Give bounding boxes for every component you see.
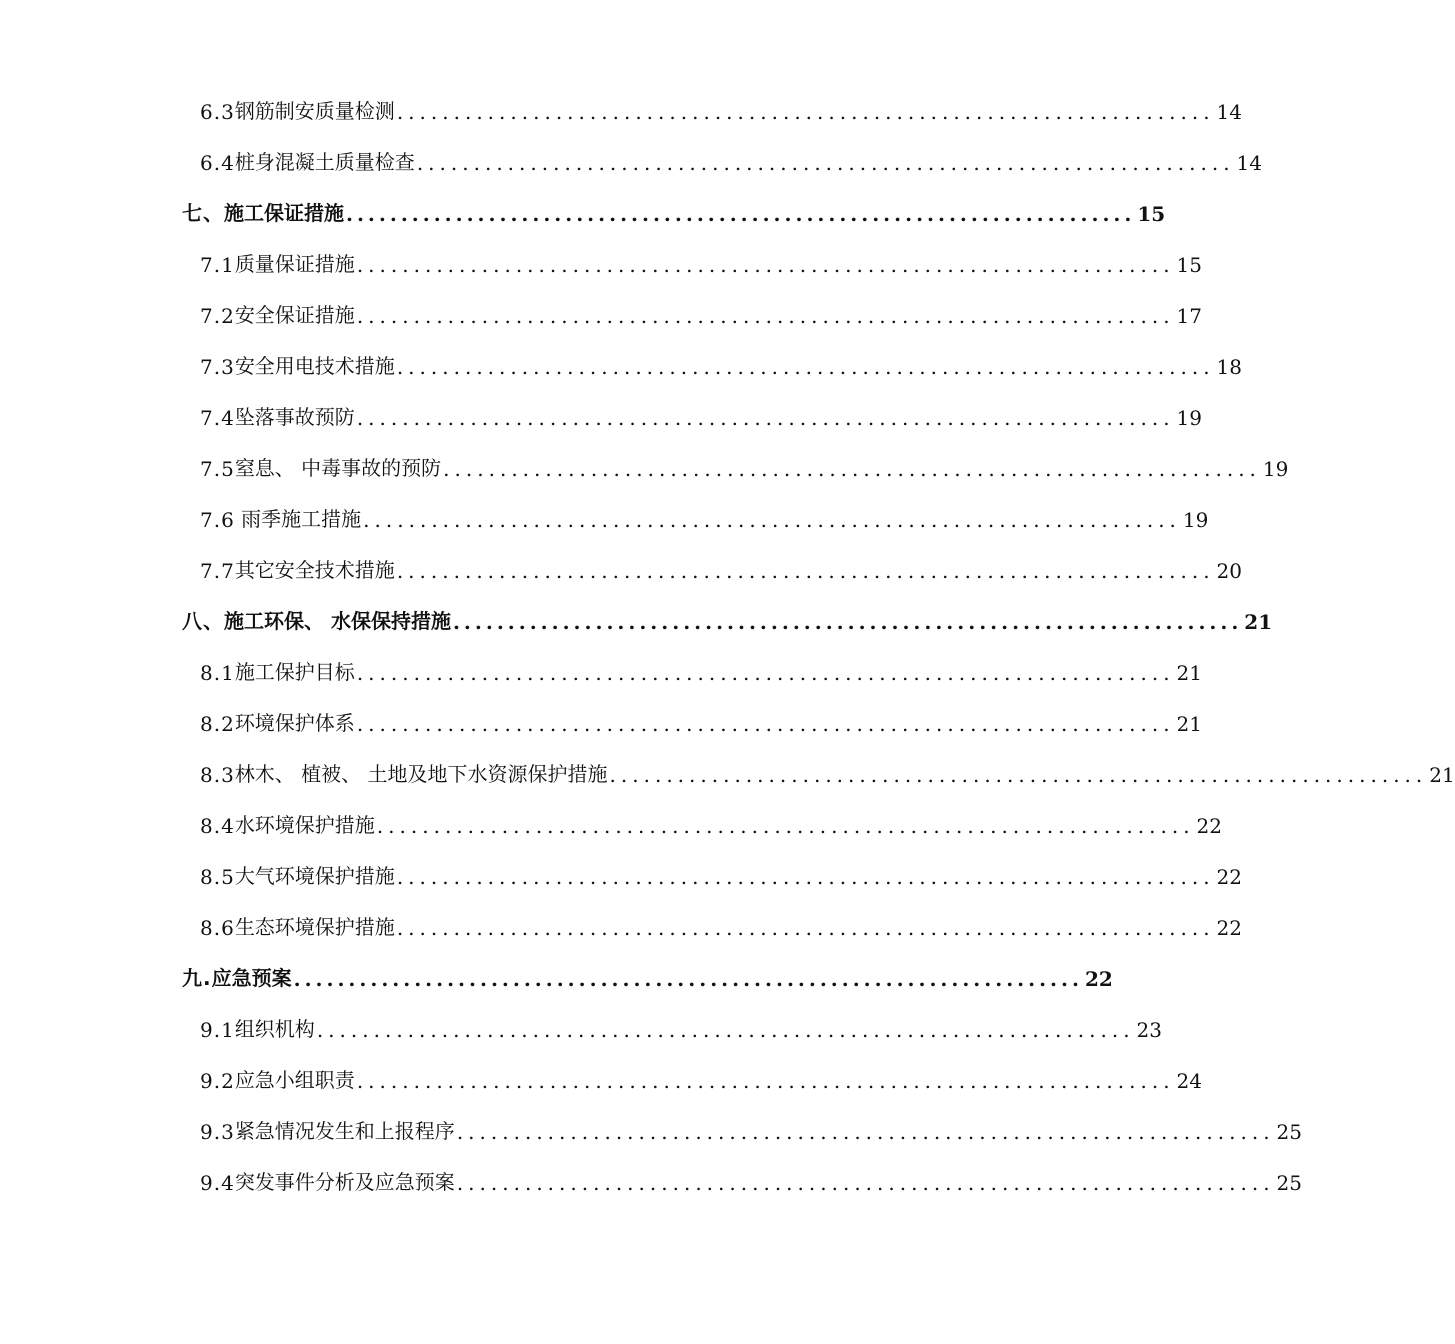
toc-entry-title: 林木、 植被、 土地及地下水资源保护措施 — [234, 762, 608, 786]
toc-page-number: 21 — [1244, 610, 1273, 634]
toc-entry-number: 7.1 — [200, 253, 235, 277]
toc-page-number: 22 — [1216, 865, 1242, 889]
toc-entry-7-5[interactable] — [200, 445, 1289, 481]
toc-entry-number: 6.4 — [200, 151, 235, 175]
toc-entry-number: 6.3 — [200, 100, 235, 124]
toc-page-number: 18 — [1216, 355, 1242, 379]
toc-entry-9-2[interactable] — [200, 1057, 1202, 1093]
toc-entry-number: 8.3 — [200, 763, 235, 787]
toc-entry-8-1[interactable] — [200, 649, 1202, 685]
toc-entry-title: 生态环境保护措施 — [234, 915, 395, 939]
toc-page-number: 14 — [1236, 151, 1262, 175]
toc-entry-9-1[interactable] — [200, 1006, 1162, 1042]
toc-dot-leader: ........................................................................ — [396, 559, 1215, 583]
toc-entry-number: 9.1 — [200, 1018, 235, 1042]
toc-entry-title: 质量保证措施 — [234, 252, 355, 276]
toc-dot-leader: ........................................................................ — [456, 1120, 1275, 1144]
toc-entry-8-5[interactable] — [200, 853, 1242, 889]
toc-page-number: 17 — [1176, 304, 1202, 328]
toc-entry-title: 雨季施工措施 — [234, 507, 362, 531]
toc-entry-title: 坠落事故预防 — [234, 405, 355, 429]
toc-dot-leader: ........................................................................ — [316, 1018, 1135, 1042]
toc-entry-7-7[interactable] — [200, 547, 1242, 583]
toc-dot-leader: ........................................................................ — [356, 661, 1175, 685]
toc-entry-number: 7.3 — [200, 355, 235, 379]
toc-entry-8-3[interactable] — [200, 751, 1455, 787]
toc-entry-title: 钢筋制安质量检测 — [234, 99, 395, 123]
toc-entry-number: 7.5 — [200, 457, 235, 481]
toc-entry-number: 七、 — [182, 201, 224, 225]
toc-entry-number: 8.6 — [200, 916, 235, 940]
toc-page-number: 19 — [1176, 406, 1202, 430]
toc-entry-8-6[interactable] — [200, 904, 1242, 940]
toc-dot-leader: ........................................................................ — [416, 151, 1235, 175]
toc-entry-chapter-7[interactable] — [182, 190, 1166, 226]
toc-dot-leader: ........................................................................ — [293, 967, 1083, 991]
toc-entry-7-2[interactable] — [200, 292, 1202, 328]
toc-page-number: 21 — [1176, 712, 1202, 736]
toc-dot-leader: ........................................................................ — [396, 916, 1215, 940]
toc-dot-leader: ........................................................................ — [356, 406, 1175, 430]
toc-entry-title: 紧急情况发生和上报程序 — [234, 1119, 455, 1143]
toc-entry-number: 8.2 — [200, 712, 235, 736]
toc-entry-number: 7.6 — [200, 508, 235, 532]
toc-page-number: 20 — [1216, 559, 1242, 583]
toc-entry-title: 施工环保、 水保保持措施 — [224, 609, 451, 633]
toc-page-number: 14 — [1216, 100, 1242, 124]
toc-entry-title: 组织机构 — [234, 1017, 315, 1041]
toc-entry-title: 施工保护目标 — [234, 660, 355, 684]
toc-entry-number: 9.3 — [200, 1120, 235, 1144]
toc-entry-6-3[interactable] — [200, 88, 1242, 124]
toc-dot-leader: ........................................................................ — [346, 202, 1136, 226]
toc-dot-leader: ........................................................................ — [356, 712, 1175, 736]
toc-page-number: 23 — [1136, 1018, 1162, 1042]
toc-entry-title: 突发事件分析及应急预案 — [234, 1170, 455, 1194]
toc-entry-title: 窒息、 中毒事故的预防 — [234, 456, 442, 480]
toc-page-number: 25 — [1276, 1120, 1302, 1144]
toc-dot-leader: ........................................................................ — [396, 100, 1215, 124]
toc-entry-9-3[interactable] — [200, 1108, 1302, 1144]
toc-page-number: 21 — [1429, 763, 1455, 787]
toc-entry-number: 9.2 — [200, 1069, 235, 1093]
toc-dot-leader: ........................................................................ — [356, 304, 1175, 328]
toc-page-number: 19 — [1182, 508, 1209, 532]
toc-dot-leader: ........................................................................ — [443, 457, 1261, 481]
toc-entry-chapter-9[interactable] — [182, 955, 1113, 991]
toc-entry-title: 桩身混凝土质量检查 — [234, 150, 415, 174]
toc-entry-number: 9.4 — [200, 1171, 235, 1195]
toc-dot-leader: ........................................................................ — [452, 610, 1243, 634]
toc-page-number: 25 — [1276, 1171, 1302, 1195]
toc-entry-number: 九. — [182, 966, 212, 990]
toc-entry-chapter-8[interactable] — [182, 598, 1273, 634]
toc-page-number: 15 — [1137, 202, 1166, 226]
toc-dot-leader: ........................................................................ — [376, 814, 1195, 838]
toc-entry-number: 7.7 — [200, 559, 235, 583]
toc-dot-leader: ........................................................................ — [396, 865, 1215, 889]
toc-entry-6-4[interactable] — [200, 139, 1262, 175]
toc-entry-number: 7.4 — [200, 406, 235, 430]
toc-entry-7-4[interactable] — [200, 394, 1202, 430]
toc-page-number: 22 — [1196, 814, 1222, 838]
toc-entry-title: 施工保证措施 — [224, 201, 344, 225]
toc-entry-title: 安全保证措施 — [234, 303, 355, 327]
toc-entry-title: 应急小组职责 — [234, 1068, 355, 1092]
toc-page-number: 15 — [1176, 253, 1202, 277]
toc-page-number: 21 — [1176, 661, 1202, 685]
toc-dot-leader: ........................................................................ — [363, 508, 1181, 532]
toc-dot-leader: ........................................................................ — [456, 1171, 1275, 1195]
toc-page-number: 22 — [1084, 967, 1113, 991]
toc-page-number: 24 — [1176, 1069, 1202, 1093]
toc-entry-title: 水环境保护措施 — [234, 813, 375, 837]
toc-entry-9-4[interactable] — [200, 1159, 1302, 1195]
toc-entry-number: 8.4 — [200, 814, 235, 838]
toc-entry-8-4[interactable] — [200, 802, 1222, 838]
toc-entry-number: 8.1 — [200, 661, 235, 685]
toc-entry-number: 八、 — [182, 609, 224, 633]
toc-entry-title: 环境保护体系 — [234, 711, 355, 735]
toc-entry-7-6[interactable] — [200, 496, 1209, 532]
toc-entry-title: 大气环境保护措施 — [234, 864, 395, 888]
toc-entry-7-1[interactable] — [200, 241, 1202, 277]
toc-dot-leader: ........................................................................ — [396, 355, 1215, 379]
toc-dot-leader: ........................................................................ — [356, 1069, 1175, 1093]
toc-page-number: 19 — [1262, 457, 1289, 481]
toc-entry-number: 7.2 — [200, 304, 235, 328]
toc-entry-title: 安全用电技术措施 — [234, 354, 395, 378]
toc-page-number: 22 — [1216, 916, 1242, 940]
toc-entry-title: 应急预案 — [211, 966, 292, 990]
toc-entry-number: 8.5 — [200, 865, 235, 889]
toc-entry-7-3[interactable] — [200, 343, 1242, 379]
toc-dot-leader: ........................................................................ — [609, 763, 1428, 787]
toc-entry-8-2[interactable] — [200, 700, 1202, 736]
toc-entry-title: 其它安全技术措施 — [234, 558, 395, 582]
toc-dot-leader: ........................................................................ — [356, 253, 1175, 277]
